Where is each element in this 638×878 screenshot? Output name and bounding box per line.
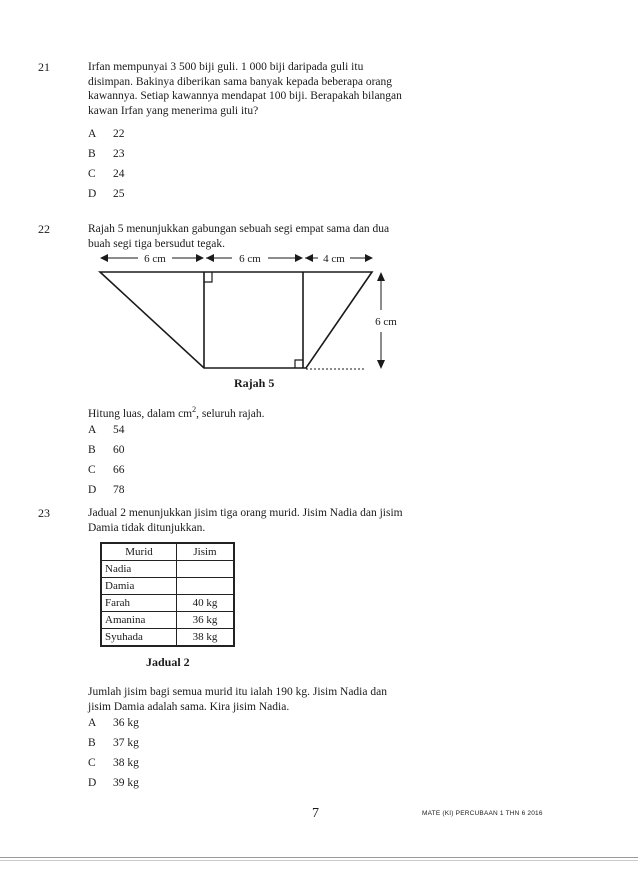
figure-outline bbox=[100, 272, 372, 368]
table-cell-murid: Nadia bbox=[101, 561, 177, 578]
prompt-text: Hitung luas, dalam cm bbox=[88, 407, 193, 420]
question-23-after-line: Jumlah jisim bagi semua murid itu ialah 190 kg. Jisim Nadia dan bbox=[88, 686, 387, 698]
option-letter: C bbox=[88, 464, 96, 476]
option-22-a[interactable] bbox=[88, 420, 125, 440]
arrowhead-right-2 bbox=[295, 254, 303, 262]
arrowhead-up bbox=[377, 272, 385, 281]
option-text: 24 bbox=[113, 168, 125, 180]
bottom-rule bbox=[0, 857, 638, 858]
option-text: 39 kg bbox=[113, 777, 139, 789]
table-caption: Jadual 2 bbox=[146, 655, 190, 669]
table-header-jisim: Jisim bbox=[177, 543, 235, 561]
question-21-line: disimpan. Bakinya diberikan sama banyak kepada beberapa orang bbox=[88, 75, 392, 88]
option-text: 23 bbox=[113, 148, 125, 160]
option-letter: A bbox=[88, 424, 97, 436]
option-letter: B bbox=[88, 444, 96, 456]
table-cell-murid: Syuhada bbox=[101, 629, 177, 647]
option-letter: D bbox=[88, 188, 97, 200]
option-23-a[interactable] bbox=[88, 713, 139, 733]
option-letter: A bbox=[88, 717, 97, 729]
table-row bbox=[101, 595, 234, 612]
table-cell-jisim: 36 kg bbox=[177, 612, 235, 629]
option-22-d[interactable] bbox=[88, 480, 125, 500]
table-header-row bbox=[101, 543, 234, 561]
table-cell-murid: Amanina bbox=[101, 612, 177, 629]
option-text: 22 bbox=[113, 128, 125, 140]
option-letter: B bbox=[88, 737, 96, 749]
question-21-line: kawan Irfan yang menerima guli itu? bbox=[88, 104, 259, 117]
option-text: 66 bbox=[113, 464, 125, 476]
option-text: 78 bbox=[113, 484, 125, 496]
arrowhead-down bbox=[377, 360, 385, 369]
arrowhead-right-3 bbox=[365, 254, 373, 262]
option-letter: D bbox=[88, 484, 97, 496]
dim-label-4: 6 cm bbox=[375, 316, 397, 328]
option-text: 60 bbox=[113, 444, 125, 456]
question-22-options bbox=[88, 420, 125, 500]
table-cell-jisim: 40 kg bbox=[177, 595, 235, 612]
option-letter: C bbox=[88, 757, 96, 769]
table-cell-jisim bbox=[177, 561, 235, 578]
question-23-after-line: jisim Damia adalah sama. Kira jisim Nadia. bbox=[88, 700, 290, 713]
option-letter: B bbox=[88, 148, 96, 160]
table-cell-jisim: 38 kg bbox=[177, 629, 235, 647]
option-23-b[interactable] bbox=[88, 733, 139, 753]
arrowhead-left-1 bbox=[100, 254, 108, 262]
right-angle-marker-bottom bbox=[295, 360, 303, 368]
prompt-superscript: 2 bbox=[192, 405, 197, 414]
option-22-c[interactable] bbox=[88, 460, 125, 480]
option-letter: D bbox=[88, 777, 97, 789]
option-letter: C bbox=[88, 168, 96, 180]
option-text: 36 kg bbox=[113, 717, 139, 729]
question-number-21: 21 bbox=[38, 60, 50, 74]
option-23-d[interactable] bbox=[88, 773, 139, 793]
option-text: 38 kg bbox=[113, 757, 139, 769]
bottom-rule-faint bbox=[0, 860, 638, 861]
option-text: 37 kg bbox=[113, 737, 139, 749]
table-cell-jisim bbox=[177, 578, 235, 595]
prompt-text-end: , seluruh rajah. bbox=[196, 407, 265, 420]
question-number-23: 23 bbox=[38, 506, 50, 520]
table-cell-murid: Damia bbox=[101, 578, 177, 595]
arrowhead-left-2 bbox=[206, 254, 214, 262]
question-23-text bbox=[88, 506, 458, 535]
question-23-after-text bbox=[88, 685, 458, 714]
option-letter: A bbox=[88, 128, 97, 140]
right-angle-marker-top bbox=[204, 272, 212, 282]
question-22-line: buah segi tiga bersudut tegak. bbox=[88, 237, 226, 250]
option-text: 54 bbox=[113, 424, 125, 436]
question-23-line: Jadual 2 menunjukkan jisim tiga orang murid. Jisim Nadia dan jisim bbox=[88, 507, 403, 519]
option-22-b[interactable] bbox=[88, 440, 125, 460]
figure-caption: Rajah 5 bbox=[234, 376, 275, 390]
question-21-line: kawannya. Setiap kawannya mendapat 100 biji. Berapakah bilangan bbox=[88, 90, 402, 102]
arrowhead-left-3 bbox=[305, 254, 313, 262]
question-21-line: Irfan mempunyai 3 500 biji guli. 1 000 biji daripada guli itu bbox=[88, 61, 364, 73]
dim-label-2: 6 cm bbox=[239, 253, 261, 265]
dim-label-3: 4 cm bbox=[323, 253, 345, 265]
option-23-c[interactable] bbox=[88, 753, 139, 773]
dim-label-1: 6 cm bbox=[144, 253, 166, 265]
question-23-line: Damia tidak ditunjukkan. bbox=[88, 521, 206, 534]
table-header-murid: Murid bbox=[101, 543, 177, 561]
page-number: 7 bbox=[312, 806, 319, 821]
question-22-line: Rajah 5 menunjukkan gabungan sebuah segi empat sama dan dua bbox=[88, 223, 390, 235]
question-number-22: 22 bbox=[38, 222, 50, 236]
table-row bbox=[101, 629, 234, 647]
paper-code: MATE (KI) PERCUBAAN 1 THN 6 2016 bbox=[422, 810, 543, 817]
table-row bbox=[101, 578, 234, 595]
table-row bbox=[101, 612, 234, 629]
arrowhead-right-1 bbox=[196, 254, 204, 262]
question-23-options bbox=[88, 713, 139, 793]
jadual-2-table bbox=[100, 542, 235, 647]
option-text: 25 bbox=[113, 188, 125, 200]
question-22-prompt bbox=[88, 403, 458, 421]
table-cell-murid: Farah bbox=[101, 595, 177, 612]
table-row bbox=[101, 561, 234, 578]
